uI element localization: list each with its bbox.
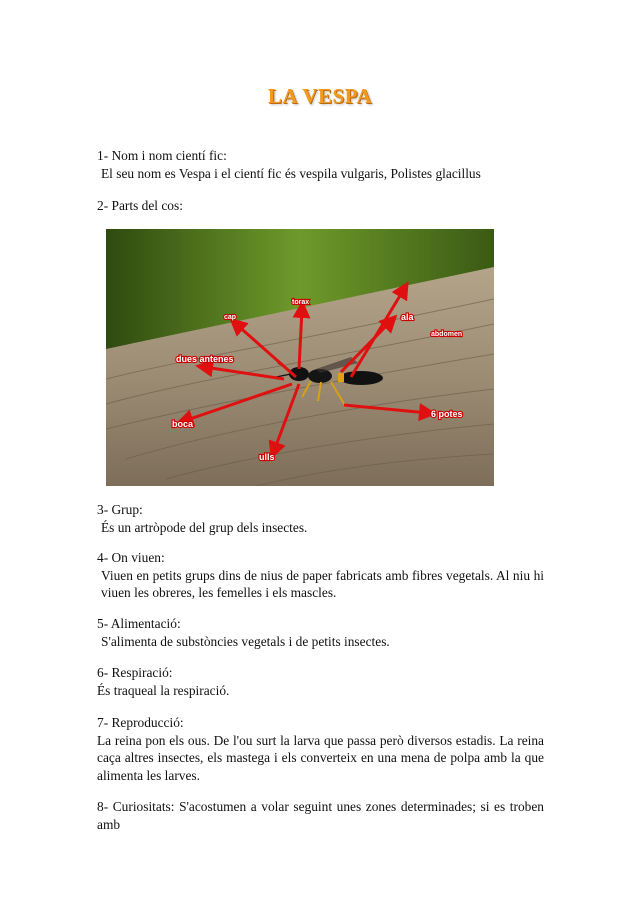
section-group — [97, 501, 544, 536]
label-boca: boca — [172, 419, 194, 429]
label-ulls: ulls — [259, 452, 275, 462]
section-heading: 3- Grup: — [97, 502, 143, 517]
section-text: És traqueal la respiració. — [97, 682, 230, 698]
section-heading: 2- Parts del cos: — [97, 198, 183, 213]
section-breathing — [97, 664, 544, 699]
label-abdomen: abdomen — [431, 331, 463, 338]
section-heading: 6- Respiració: — [97, 665, 173, 680]
section-heading: 7- Reproducció: — [97, 715, 184, 730]
wasp-diagram — [106, 229, 494, 486]
section-text: El seu nom es Vespa i el cientí fic és vespila vulgaris, Polistes glacillus — [101, 165, 481, 181]
section-heading: 5- Alimentació: — [97, 616, 181, 631]
page-title: LA VESPA — [267, 84, 373, 108]
label-torax: torax — [292, 299, 310, 306]
label-potes: 6 potes — [431, 409, 463, 419]
section-heading: 1- Nom i nom cientí fic: — [97, 148, 227, 163]
label-cap: cap — [224, 314, 237, 321]
section-food — [97, 615, 544, 650]
section-habitat — [97, 549, 544, 602]
section-text: S'alimenta de substòncies vegetals i de petits insectes. — [101, 633, 390, 649]
label-antenes: dues antenes — [176, 354, 234, 364]
section-text: Viuen en petits grups dins de nius de paper fabricats amb fibres vegetals. Al niu hi viuen les obreres, les femelles i els mascles. — [101, 567, 544, 600]
section-heading: 4- On viuen: — [97, 550, 165, 565]
section-name — [97, 147, 544, 182]
section-text: 8- Curiositats: S'acostumen a volar seguint unes zones determinades; si es troben amb — [97, 799, 544, 832]
section-text: És un artròpode del grup dels insectes. — [101, 519, 308, 535]
wasp-photo — [106, 229, 494, 486]
section-reproduction — [97, 714, 544, 784]
section-curiosities — [97, 798, 544, 833]
section-text: La reina pon els ous. De l'ou surt la larva que passa però diversos estadis. La reina caça altres insectes, els mastega i els converteix en una mena de polpa amb la que alimenta les larves. — [97, 732, 544, 783]
label-ala: ala — [401, 312, 414, 322]
section-parts — [97, 197, 544, 215]
